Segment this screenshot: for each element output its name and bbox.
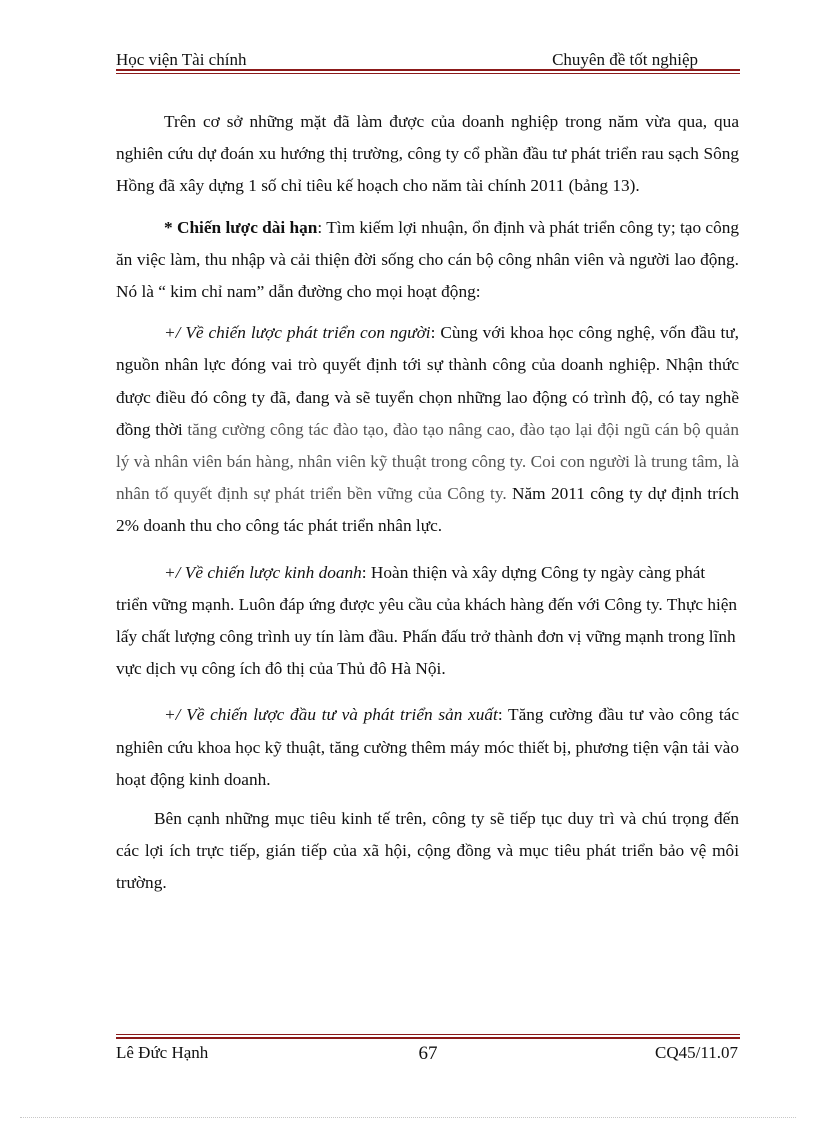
paragraph-text: : Hoàn thiện và xây dựng Công ty ngày càng phát triển vững mạnh. Luôn đáp ứng được yêu cầu của khách hàng đến với Công ty. Thực hiện lấy chất lượng công trình uy tín làm đầu. Phấn đấu trở thành đơn vị vững mạnh trong lĩnh vực dịch vụ công ích đô thị của Thủ đô Hà Nội.: [116, 562, 738, 679]
paragraph-business-strategy: [116, 557, 739, 686]
paragraph-text: Bên cạnh những mục tiêu kinh tế trên, công ty sẽ tiếp tục duy trì và chú trọng đến các lợi ích trực tiếp, gián tiếp của xã hội, cộng đồng và mục tiêu phát triển bảo vệ môi trường.: [116, 809, 739, 893]
paragraph-closing: [116, 803, 739, 900]
paragraph-text: : Tăng cường đầu tư vào công tác nghiên cứu khoa học kỹ thuật, tăng cường thêm máy móc thiết bị, phương tiện vận tải vào hoạt động kinh doanh.: [116, 705, 740, 789]
paragraph-text: : Cùng với khoa học công nghệ, vốn đầu tư, nguồn nhân lực đóng vai trò quyết định tới sự thành công của doanh nghiệp. Nhận thức được điều đó công ty đã, đang và sẽ tuyển chọn những lao động có trình độ, có tay nghề đồng thời: [116, 323, 739, 439]
paragraph-intro: [116, 106, 739, 203]
paragraph-hr-strategy: [116, 317, 739, 542]
paragraph-heading: +/ Về chiến lược đầu tư và phát triển sản xuất: [164, 705, 498, 725]
footer-rule-thin: [116, 1034, 740, 1035]
paragraph-text-highlight: tăng cường công tác đào tạo, đào tạo nâng cao, đào tạo lại đội ngũ cán bộ quản lý và nhân viên bán hàng, nhân viên kỹ thuật trong công ty. Coi con người là trung tâm, là nhân tố quyết định sự phát triển bền vững của Công ty.: [116, 419, 739, 504]
page-number: 67: [418, 1043, 438, 1064]
page-header: [116, 50, 738, 70]
page-bottom-divider: [20, 1117, 796, 1118]
header-rule-thin: [116, 73, 740, 74]
header-rule: [116, 69, 740, 71]
paragraph-text: Năm 2011 công ty dự định trích 2% doanh thu cho công tác phát triển nhân lực.: [116, 484, 739, 536]
header-institution: Học viện Tài chính: [116, 50, 247, 69]
paragraph-text: : Tìm kiếm lợi nhuận, ổn định và phát triển công ty; tạo công ăn việc làm, thu nhập và cải thiện đời sống cho cán bộ công nhân viên và người lao động. Nó là “ kim chỉ nam” dẫn đường cho mọi hoạt động:: [116, 217, 739, 302]
paragraph-heading: +/ Về chiến lược kinh doanh: [164, 562, 362, 582]
header-document-type: Chuyên đề tốt nghiệp: [552, 50, 698, 69]
footer-class-code: CQ45/11.07: [655, 1043, 738, 1062]
paragraph-investment-strategy: [116, 699, 739, 796]
paragraph-heading: * Chiến lược dài hạn: [164, 217, 318, 237]
page-footer: [116, 1043, 740, 1065]
page-body: [116, 106, 739, 900]
footer-rule: [116, 1037, 740, 1039]
footer-author: Lê Đức Hạnh: [116, 1043, 209, 1062]
paragraph-heading: +/ Về chiến lược phát triển con người: [164, 323, 431, 343]
paragraph-long-term-strategy: [116, 212, 739, 309]
paragraph-text: Trên cơ sở những mặt đã làm được của doanh nghiệp trong năm vừa qua, qua nghiên cứu dự đoán xu hướng thị trường, công ty cổ phần đầu tư phát triển rau sạch Sông Hồng đã xây dựng 1 số chỉ tiêu kế hoạch cho năm tài chính 2011 (bảng 13).: [116, 112, 739, 196]
